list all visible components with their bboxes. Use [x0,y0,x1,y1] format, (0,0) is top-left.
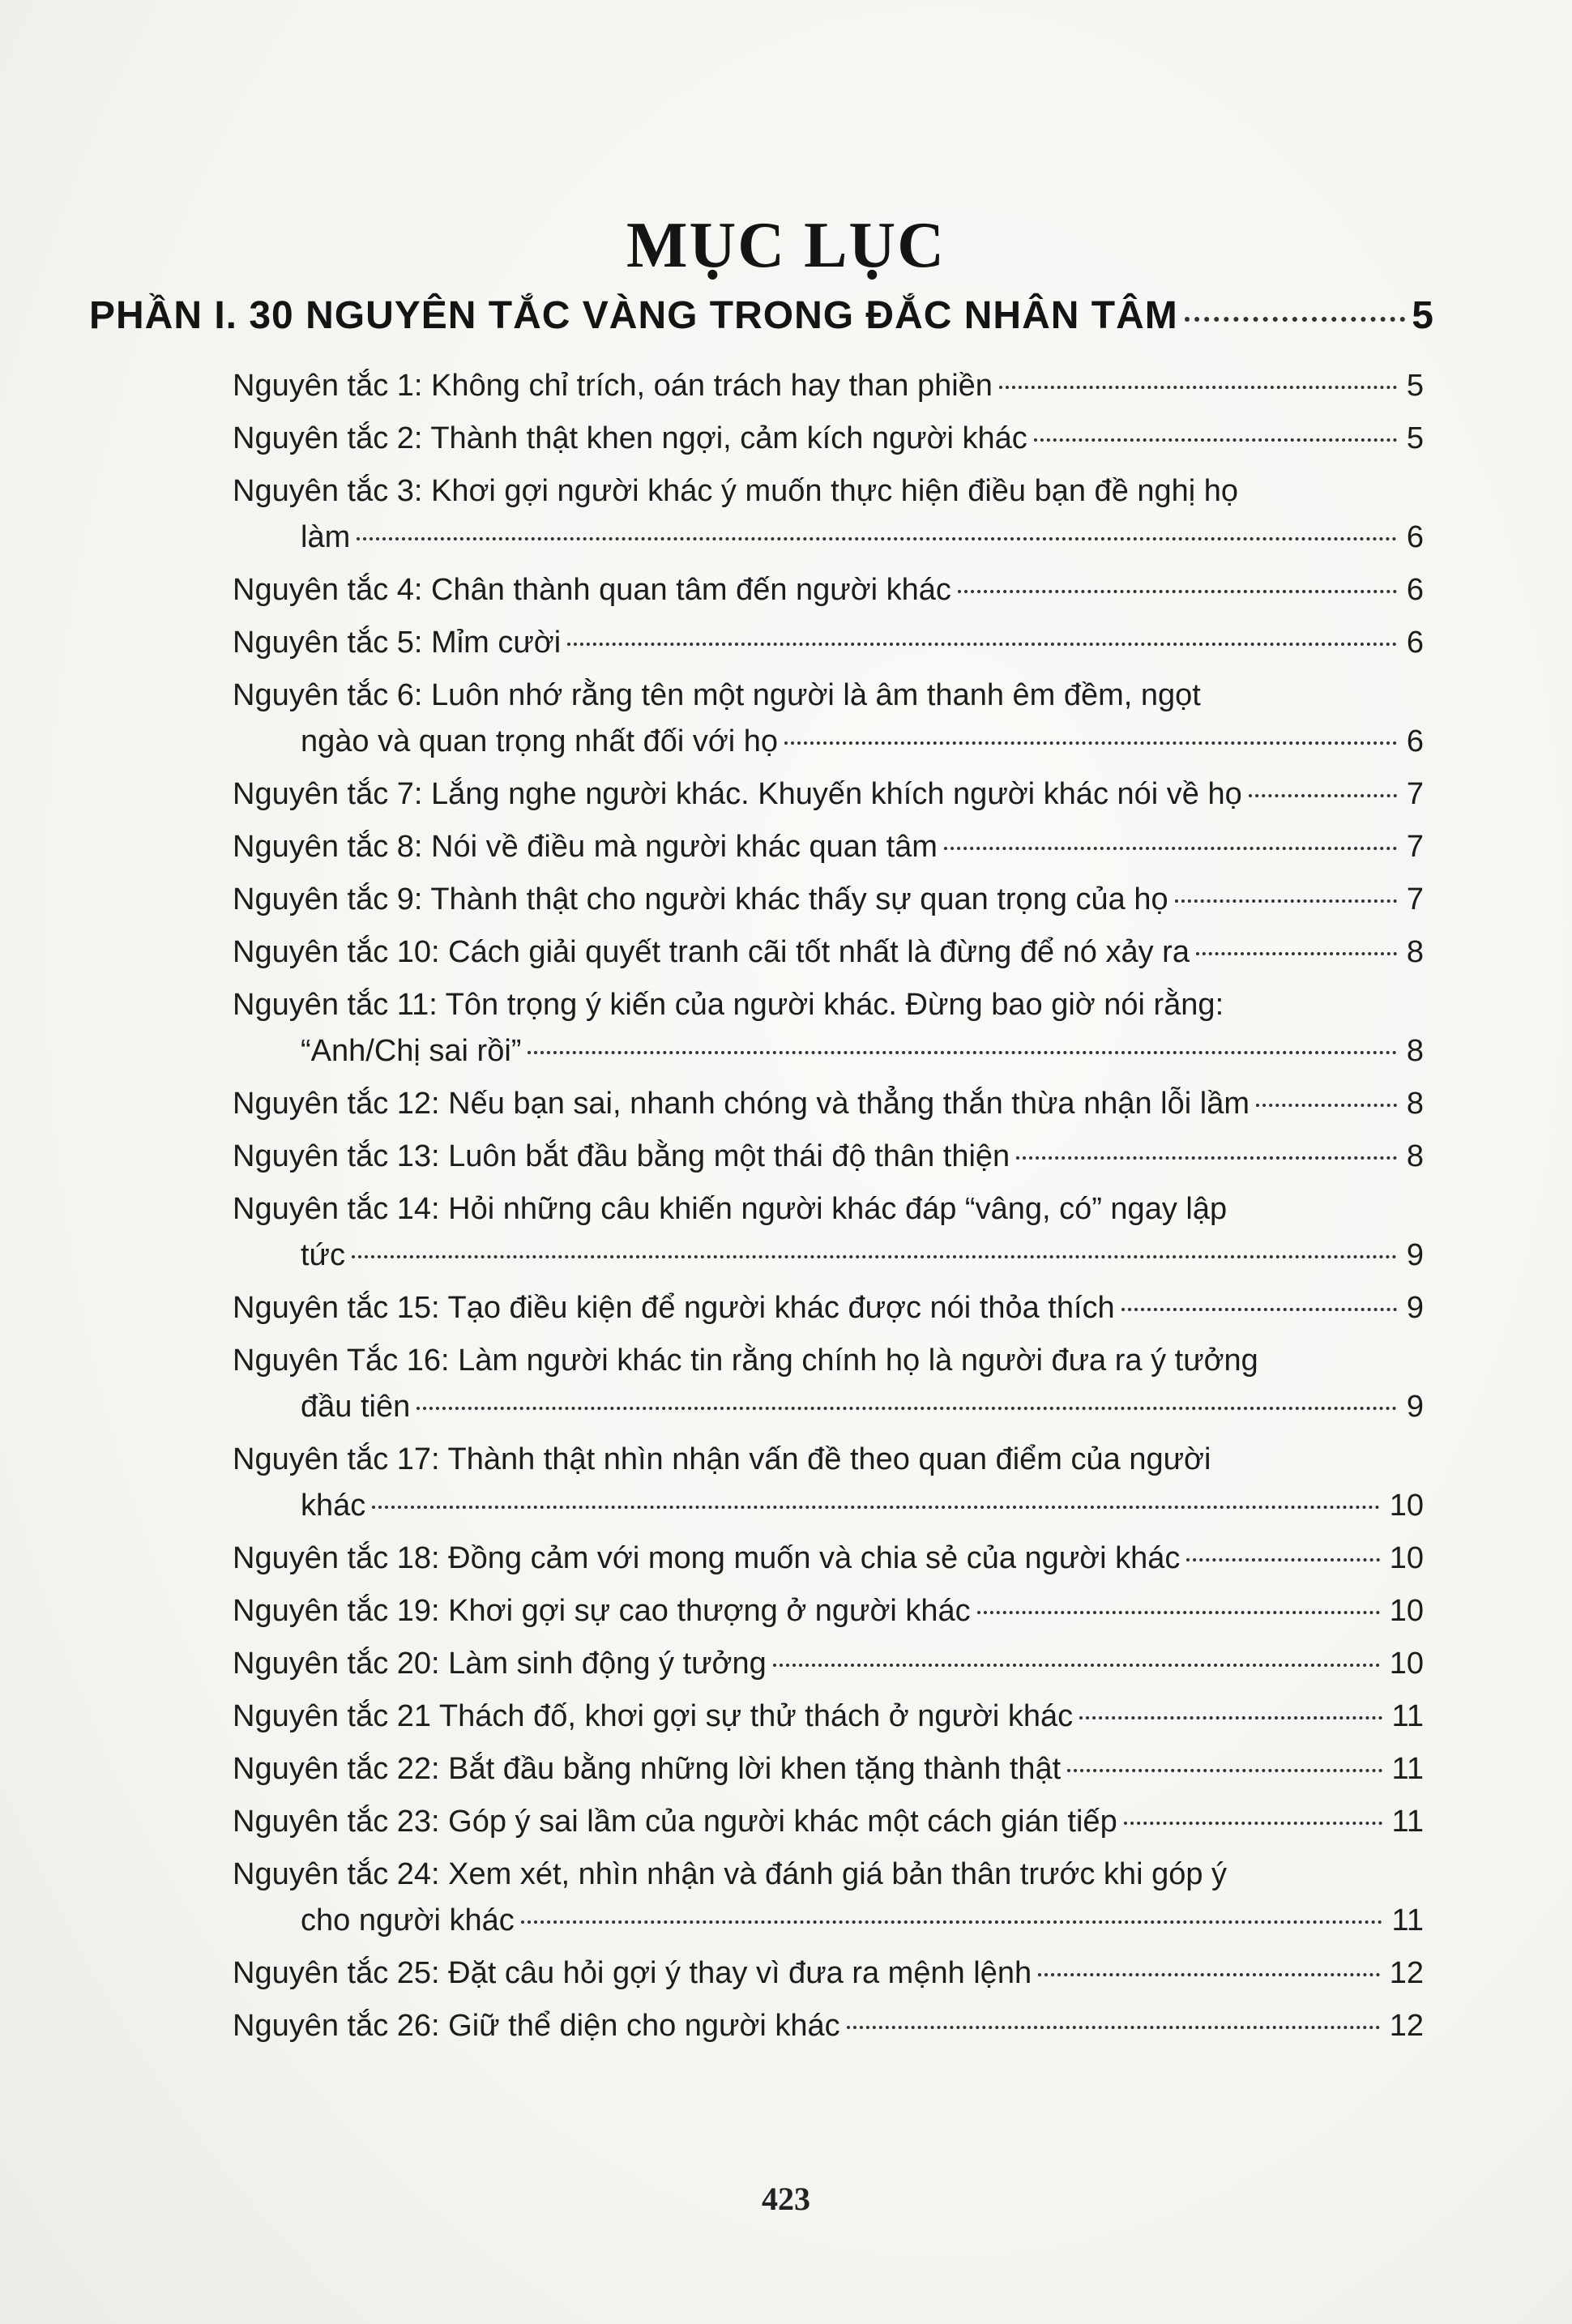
toc-entry [233,1950,1424,1997]
toc-entry-title: Nguyên Tắc 16: Làm người khác tin rằng chính họ là người đưa ra ý tưởng [233,1344,1258,1378]
toc-entry [233,1641,1424,1687]
toc-entry [233,771,1424,818]
toc-entry-title: Nguyên tắc 4: Chân thành quan tâm đến người khác [233,573,951,607]
toc-entry-title-continuation: “Anh/Chị sai rồi” [301,1034,522,1068]
part-label: PHẦN I. 30 NGUYÊN TẮC VÀNG TRONG ĐẮC NHÂN TÂM [89,294,1178,337]
toc-entry [233,982,1424,1074]
toc-entry [233,1437,1424,1529]
dot-leader [521,1920,1382,1924]
toc-entry-page-number: 6 [1406,573,1424,607]
toc-entry [233,1746,1424,1792]
toc-entry-page-number: 5 [1406,369,1424,403]
toc-entry-page-number: 11 [1391,1903,1424,1937]
dot-leader [999,386,1397,389]
dot-leader [352,1255,1397,1258]
toc-entry [233,1536,1424,1582]
dot-leader [1034,438,1397,442]
toc-entry [233,1285,1424,1331]
toc-entry-page-number: 8 [1406,1087,1424,1121]
dot-leader [1079,1716,1382,1720]
toc-entry-page-number: 6 [1406,724,1424,758]
toc-entry-page-number: 8 [1406,935,1424,969]
dot-leader [1038,1973,1380,1976]
toc-entry [233,824,1424,870]
toc-entry [233,1852,1424,1944]
toc-entry [233,1588,1424,1634]
toc-entry [233,620,1424,666]
toc-entry-title: Nguyên tắc 19: Khơi gợi sự cao thượng ở người khác [233,1594,971,1628]
dot-leader [1186,1558,1379,1561]
page-number: 423 [762,2181,810,2217]
toc-entry-title-continuation: tức [301,1238,345,1272]
toc-entry-page-number: 5 [1406,421,1424,455]
toc-entry [233,1081,1424,1127]
toc-entry-page-number: 10 [1389,1489,1424,1523]
toc-entry [233,468,1424,561]
dot-leader [1016,1156,1397,1160]
dot-leader [1121,1308,1397,1311]
toc-entry-title: Nguyên tắc 26: Giữ thể diện cho người khác [233,2009,840,2043]
toc-entry [233,416,1424,462]
toc-entry-title: Nguyên tắc 11: Tôn trọng ý kiến của người khác. Đừng bao giờ nói rằng: [233,988,1224,1022]
toc-entry-page-number: 6 [1406,626,1424,660]
toc-entry-title: Nguyên tắc 3: Khơi gợi người khác ý muốn thực hiện điều bạn đề nghị họ [233,474,1239,508]
dot-leader [1256,1104,1397,1107]
toc-entry-page-number: 9 [1406,1238,1424,1272]
toc-entry [233,567,1424,613]
toc-entry [233,1186,1424,1279]
dot-leader [372,1506,1379,1509]
toc-entry-title: Nguyên tắc 17: Thành thật nhìn nhận vấn đề theo quan điểm của người [233,1442,1211,1476]
toc-entry-title-continuation: khác [301,1489,366,1523]
dot-leader [357,537,1397,540]
part-page-number: 5 [1412,294,1434,337]
toc-entry-title: Nguyên tắc 23: Góp ý sai lầm của người khác một cách gián tiếp [233,1805,1117,1839]
toc-entry-page-number: 12 [1389,1956,1424,1990]
dot-leader [1185,317,1406,322]
dot-leader [847,2026,1380,2029]
dot-leader [1067,1769,1382,1772]
dot-leader [528,1051,1396,1054]
toc-entry-page-number: 11 [1391,1752,1424,1786]
toc-entry [233,2003,1424,2049]
toc-entry [233,1694,1424,1740]
dot-leader [944,847,1397,850]
toc-entry-title: Nguyên tắc 1: Không chỉ trích, oán trách hay than phiền [233,369,993,403]
toc-entry-title: Nguyên tắc 14: Hỏi những câu khiến người khác đáp “vâng, có” ngay lập [233,1192,1228,1226]
toc-entry-page-number: 7 [1406,777,1424,811]
toc-entry-page-number: 6 [1406,520,1424,554]
toc-entry-title: Nguyên tắc 7: Lắng nghe người khác. Khuyến khích người khác nói về họ [233,777,1242,811]
toc-entry-title: Nguyên tắc 20: Làm sinh động ý tưởng [233,1647,767,1681]
dot-leader [1196,952,1397,955]
toc-entry-title: Nguyên tắc 10: Cách giải quyết tranh cãi tốt nhất là đừng để nó xảy ra [233,935,1190,969]
toc-entry-title: Nguyên tắc 5: Mỉm cười [233,626,562,660]
toc-entry-title: Nguyên tắc 8: Nói về điều mà người khác quan tâm [233,830,938,864]
dot-leader [567,643,1397,646]
toc-entry-page-number: 10 [1389,1647,1424,1681]
toc-entry [233,877,1424,923]
toc-entry-title: Nguyên tắc 25: Đặt câu hỏi gợi ý thay vì đưa ra mệnh lệnh [233,1956,1032,1990]
toc-entry [233,929,1424,976]
toc-entry-title: Nguyên tắc 12: Nếu bạn sai, nhanh chóng và thẳng thắn thừa nhận lỗi lầm [233,1087,1249,1121]
toc-entry-page-number: 10 [1389,1541,1424,1575]
toc-list [233,363,1424,2056]
toc-entry-title: Nguyên tắc 15: Tạo điều kiện để người khác được nói thỏa thích [233,1291,1115,1325]
toc-entry-title: Nguyên tắc 18: Đồng cảm với mong muốn và chia sẻ của người khác [233,1541,1181,1575]
toc-entry-page-number: 9 [1406,1390,1424,1424]
toc-entry-title: Nguyên tắc 24: Xem xét, nhìn nhận và đánh giá bản thân trước khi góp ý [233,1857,1228,1891]
toc-part-heading [89,293,1434,338]
toc-entry [233,1799,1424,1845]
toc-entry [233,1134,1424,1180]
toc-entry-title-continuation: đầu tiên [301,1390,411,1424]
dot-leader [773,1664,1380,1667]
toc-entry-title: Nguyên tắc 2: Thành thật khen ngợi, cảm kích người khác [233,421,1027,455]
toc-entry-page-number: 12 [1389,2009,1424,2043]
dot-leader [1175,899,1397,903]
toc-entry-page-number: 8 [1406,1139,1424,1173]
dot-leader [784,741,1397,745]
toc-entry-page-number: 11 [1391,1805,1424,1839]
toc-entry-page-number: 9 [1406,1291,1424,1325]
toc-entry-title: Nguyên tắc 9: Thành thật cho người khác thấy sự quan trọng của họ [233,882,1168,916]
toc-entry-title-continuation: làm [301,520,351,554]
toc-entry-title: Nguyên tắc 21 Thách đố, khơi gợi sự thử thách ở người khác [233,1699,1074,1733]
toc-entry-page-number: 7 [1406,882,1424,916]
toc-entry-page-number: 8 [1406,1034,1424,1068]
dot-leader [1124,1822,1382,1825]
toc-entry-title-continuation: cho người khác [301,1903,515,1937]
toc-entry-page-number: 10 [1389,1594,1424,1628]
toc-entry-title: Nguyên tắc 13: Luôn bắt đầu bằng một thái độ thân thiện [233,1139,1010,1173]
dot-leader [1249,794,1397,797]
toc-entry-title: Nguyên tắc 22: Bắt đầu bằng những lời khen tặng thành thật [233,1752,1062,1786]
dot-leader [958,590,1397,593]
toc-entry-title: Nguyên tắc 6: Luôn nhớ rằng tên một người là âm thanh êm đềm, ngọt [233,678,1201,712]
dot-leader [977,1611,1380,1614]
toc-entry [233,363,1424,409]
toc-entry-page-number: 11 [1391,1699,1424,1733]
toc-entry [233,1338,1424,1430]
toc-entry-page-number: 7 [1406,830,1424,864]
toc-entry [233,673,1424,765]
page-title: MỤC LỤC [626,210,946,281]
dot-leader [416,1407,1397,1410]
toc-entry-title-continuation: ngào và quan trọng nhất đối với họ [301,724,779,758]
